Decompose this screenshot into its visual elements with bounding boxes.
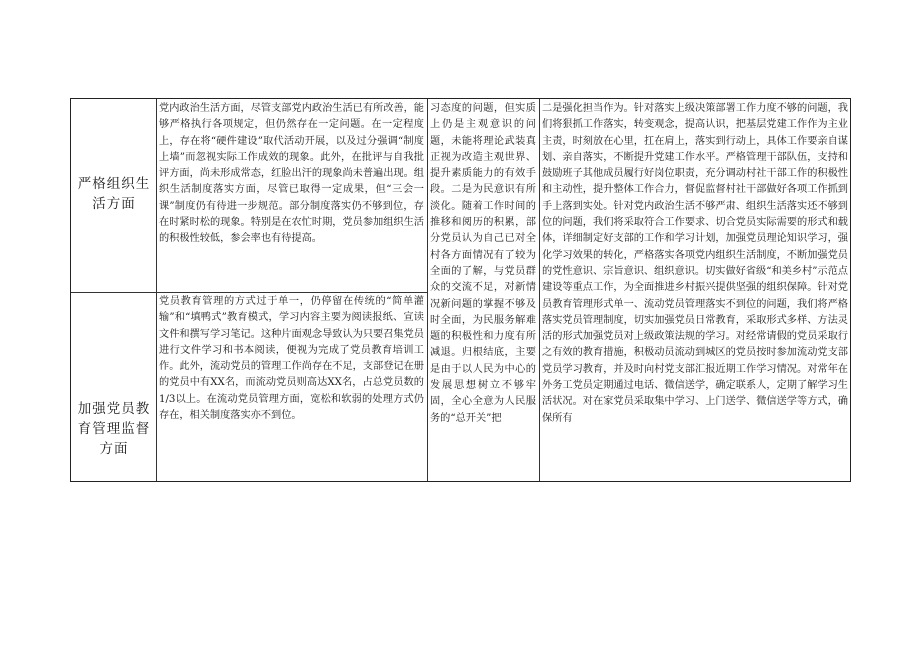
row-content: 党内政治生活方面，尽管支部党内政治生活已有所改善，能够严格执行各项规定，但仍然存在一定问题。在一定程度上，存在将“硬件建设”取代活动开展，以及过分强调“制度上墙”而忽视实际工作成效的现象。此外，在批评与自我批评方面，尚未形成常态，红脸出汗的现象尚未普遍出现。组织生活制度落实方面，尽管已取得一定成果，但“三会一课”制度仍有待进一步规范。部分制度落实仍不够到位，存在时紧时松的现象。特别是在农忙时期，党员参加组织生活的积极性较低，参会率也有待提高。	[159, 103, 424, 245]
row-divider	[71, 292, 427, 293]
measures-column: 二是强化担当作为。针对落实上级决策部署工作力度不够的问题，我们将狠抓工作落实，转变观念，提高认识，把基层党建工作作为主业主责，时刻放在心里，扛在肩上，落实到行动上，具体工作要亲自谋划、亲自落实，不断提升党建工作水平。严格管理干部队伍，支持和鼓励班子其他成员履行好岗位职责，充分调动村社干部工作的积极性和主动性，提升整体工作合力，督促监督村社干部做好各项工作抓到手上落到实处。针对党内政治生活不够严肃、组织生活落实还不够到位的问题，我们将采取符合工作要求、切合党员实际需要的形式和载体，详细制定好支部的工作和学习计划，加强党员理论知识学习，强化学习效果的转化，严格落实各项党内组织生活制度，不断加强党员的党性意识、宗旨意识、组织意识。切实做好省级“和美乡村”示范点建设等重点工作，为全面推进乡村振兴提供坚强的组织保障。针对党员教育管理形式单一、流动党员管理落实不到位的问题，我们将严格落实党员管理制度，切实加强党员日常教育，采取形式多样、方法灵活的形式加强党员对上级政策法规的学习。对经常请假的党员采取行之有效的教育措施，积极动员流动到城区的党员按时参加流动党支部党员学习教育，并及时向村党支部汇报近期工作学习情况。对常年在外务工党员定期通过电话、微信送学，确定联系人，定期了解学习生活状况。对在家党员采取集中学习、上门送学、微信送学等方式，确保所有	[542, 103, 848, 424]
row-heading: 加强党员教育管理监督方面	[77, 401, 151, 457]
content-table	[70, 98, 851, 482]
analysis-column: 习态度的问题，但实质上仍是主观意识的问题，未能将理论武装真正视为改造主观世界、提升素质能力的有效手段。二是为民意识有所淡化。随着工作时间的推移和阅历的积累，部分党员认为自己已对全村各方面情况有了较为全面的了解，与党员群众的交流不足，对新情况新问题的掌握不够及时全面，为民服务解难题的积极性和力度有所减退。归根结底，主要是由于以人民为中心的发展思想树立不够牢固，全心全意为人民服务的“总开关”把	[430, 103, 536, 424]
column-divider	[156, 99, 157, 481]
row-content: 党员教育管理的方式过于单一，仍停留在传统的“简单灌输”和“填鸭式”教育模式，学习内容主要为阅读报纸、宣读文件和撰写学习笔记。这种片面观念导致认为只要召集党员进行文件学习和书本阅读，便视为完成了党员教育培训工作。此外，流动党员的管理工作尚存在不足，支部登记在册的党员中有XX名，而流动党员则高达XX名，占总党员数的1/3以上。在流动党员管理方面，宽松和软弱的处理方式仍存在，相关制度落实亦不到位。	[159, 296, 424, 422]
column-divider	[539, 99, 540, 481]
row-heading: 严格组织生活方面	[77, 176, 151, 212]
column-divider	[427, 99, 428, 481]
